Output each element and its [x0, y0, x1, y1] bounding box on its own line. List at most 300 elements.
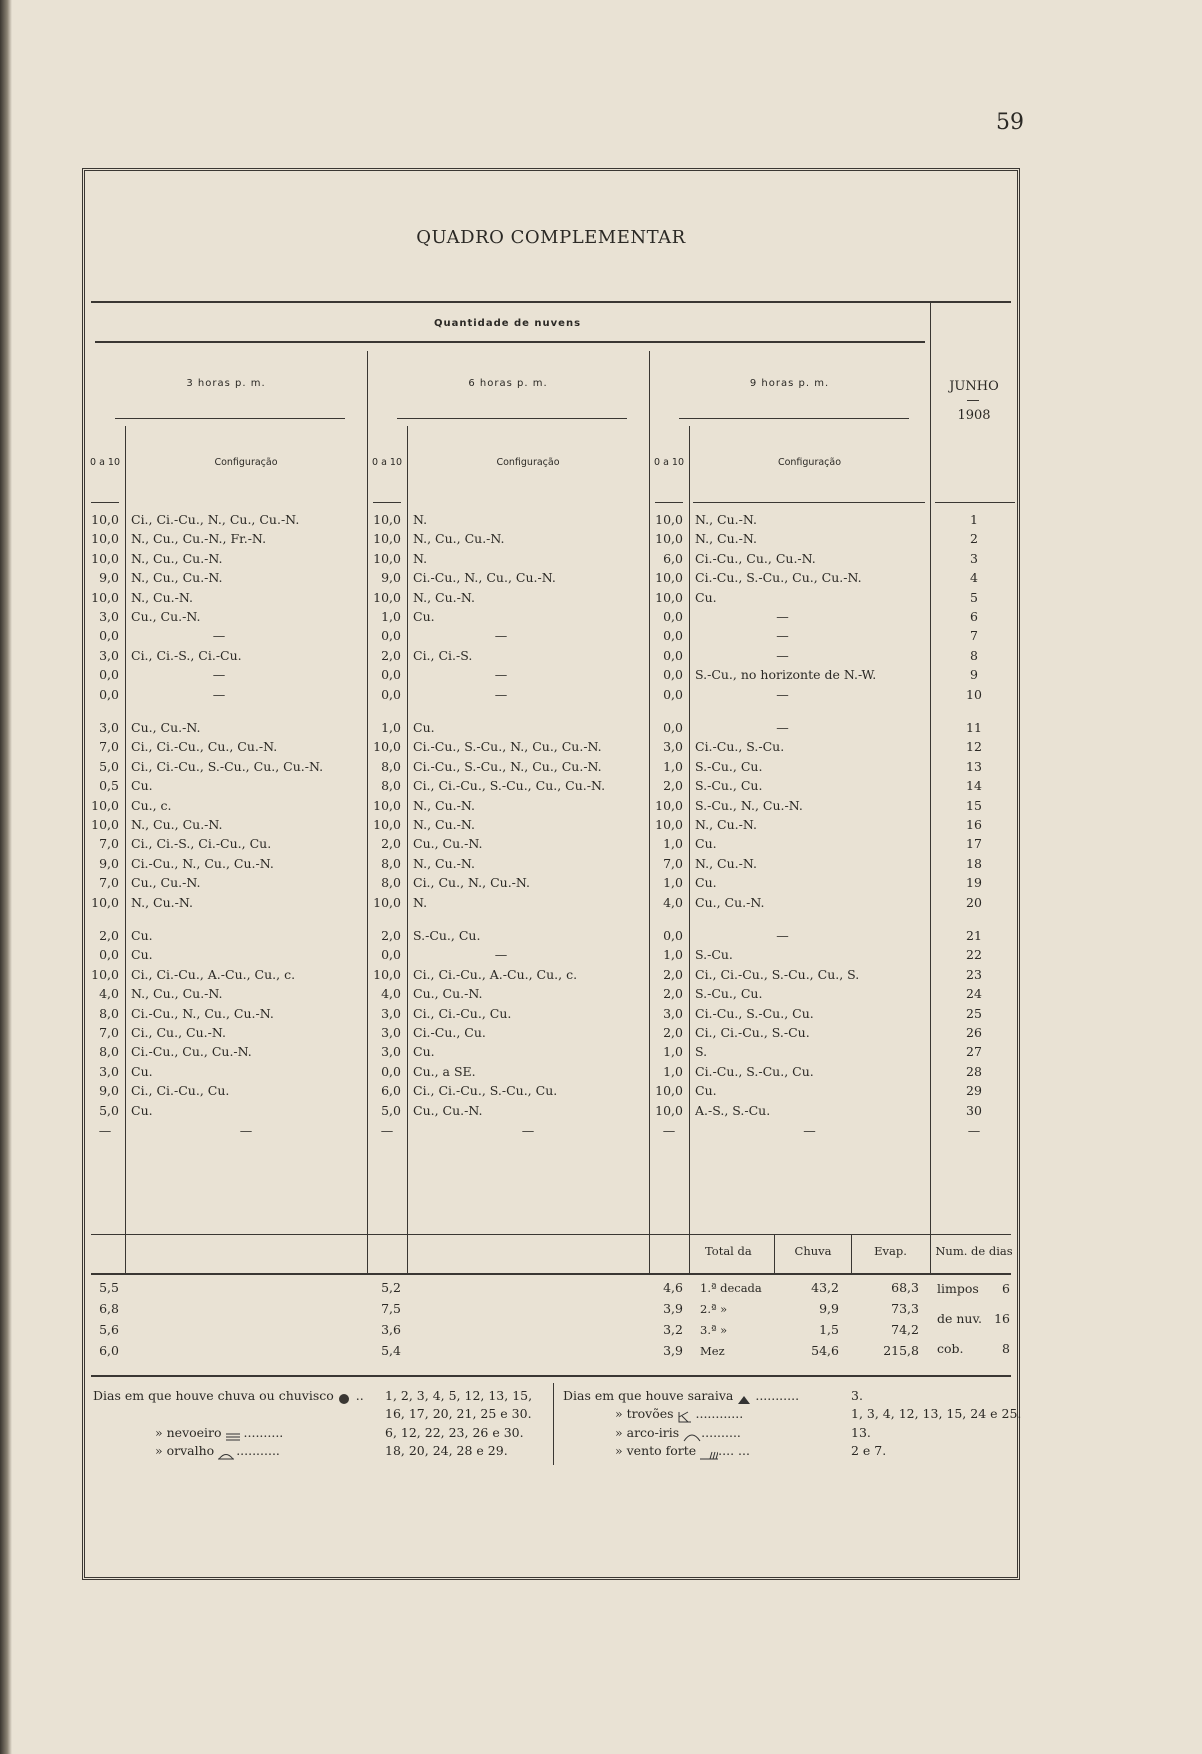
- rain-total: 43,2: [811, 1280, 839, 1295]
- cloud-amount-9pm: 10,0: [655, 589, 683, 605]
- footer-wind-label: » vento forte .... ...: [615, 1443, 750, 1458]
- day-number: 17: [966, 836, 982, 852]
- dash-cell: —: [803, 1122, 816, 1138]
- config-9pm: S.-Cu.: [695, 947, 733, 963]
- scale-header-6pm: 0 a 10: [372, 457, 402, 468]
- dash-cell: —: [967, 1122, 981, 1138]
- cloud-amount-6pm: 0,0: [381, 686, 401, 702]
- mean-6pm: 7,5: [381, 1301, 401, 1316]
- summary-rule: [91, 1234, 1011, 1235]
- cloud-amount-3pm: 8,0: [99, 1044, 119, 1060]
- config-header-6pm: Configuração: [496, 457, 560, 468]
- cloud-amount-3pm: 7,0: [99, 875, 119, 891]
- table-frame: [82, 168, 1020, 1580]
- cloud-amount-6pm: 10,0: [373, 531, 401, 547]
- cloud-amount-3pm: 3,0: [99, 1063, 119, 1079]
- dash-cell: —: [662, 1122, 676, 1138]
- limpos-value: 6: [1002, 1281, 1010, 1296]
- cloud-amount-3pm: 10,0: [91, 550, 119, 566]
- config-9pm: N., Cu.-N.: [695, 817, 757, 832]
- config-9pm: S.-Cu., Cu.: [695, 986, 763, 1002]
- config-9pm: N., Cu.-N.: [695, 512, 757, 527]
- table-row: [85, 1004, 1017, 1024]
- day-number: 1: [970, 512, 978, 527]
- config-6pm: Ci., Ci.-Cu., S.-Cu., Cu., Cu.-N.: [413, 778, 606, 794]
- evap-total: 73,3: [891, 1301, 919, 1316]
- thunder-icon: [678, 1410, 692, 1420]
- config-3pm: N., Cu., Cu.-N.: [131, 986, 223, 1002]
- footer-rain-label: Dias em que houve chuva ou chuvisco ..: [93, 1388, 364, 1403]
- day-number: 26: [966, 1025, 982, 1040]
- config-9pm: S.: [695, 1044, 708, 1060]
- mean-3pm: 5,6: [99, 1322, 119, 1337]
- cloud-amount-3pm: 10,0: [91, 589, 119, 605]
- summary-bottom-rule: [91, 1273, 1011, 1275]
- footer-rain-days-1: 1, 2, 3, 4, 5, 12, 13, 15,: [385, 1388, 533, 1403]
- cloud-amount-9pm: 1,0: [663, 1044, 683, 1060]
- header-underline-a: [91, 502, 119, 503]
- scale-header-3pm: 0 a 10: [90, 457, 120, 468]
- footer-divider: [553, 1383, 554, 1465]
- cloud-amount-3pm: 10,0: [91, 797, 119, 813]
- config-9pm: Ci.-Cu., S.-Cu., Cu.: [695, 1005, 814, 1021]
- cloud-amount-6pm: 3,0: [381, 1005, 401, 1021]
- mean-9pm: 3,9: [663, 1301, 683, 1316]
- table-row: [85, 685, 1017, 705]
- cloud-amount-3pm: 8,0: [99, 1005, 119, 1021]
- day-number: 25: [966, 1005, 982, 1021]
- config-6pm: N., Cu.-N.: [413, 855, 475, 871]
- config-3pm: Ci.-Cu., Cu., Cu.-N.: [131, 1044, 252, 1060]
- table-row: [85, 626, 1017, 646]
- cloud-amount-3pm: 3,0: [99, 720, 119, 735]
- period-header-9pm: 9 horas p. m.: [749, 378, 830, 389]
- cloud-amount-6pm: 10,0: [373, 550, 401, 566]
- cloud-amount-6pm: 10,0: [373, 589, 401, 605]
- dash-cell: —: [98, 1122, 112, 1138]
- mean-3pm: 5,5: [99, 1280, 119, 1295]
- config-6pm: N.: [413, 894, 428, 910]
- day-number: 9: [970, 667, 978, 683]
- config-3pm: N., Cu.-N.: [131, 589, 193, 605]
- cloud-amount-3pm: 10,0: [91, 512, 119, 527]
- cloud-amount-3pm: 0,5: [99, 778, 119, 794]
- table-row: [85, 757, 1017, 777]
- cloud-amount-9pm: 0,0: [663, 609, 683, 624]
- day-number: 23: [966, 966, 982, 982]
- config-6pm: Ci.-Cu., Cu.: [413, 1025, 486, 1040]
- dash-cell: —: [239, 1122, 253, 1138]
- cloud-amount-6pm: 0,0: [381, 667, 401, 683]
- dew-icon: [218, 1447, 232, 1457]
- evap-total: 68,3: [891, 1280, 919, 1295]
- cloud-amount-9pm: 0,0: [663, 720, 683, 735]
- day-number: 13: [966, 758, 982, 774]
- footer-rainbow-days: 13.: [851, 1425, 871, 1440]
- evap-total: 74,2: [891, 1322, 919, 1337]
- period-rule-3pm: [115, 418, 345, 419]
- day-number: 6: [970, 609, 978, 624]
- table-row: [85, 984, 1017, 1004]
- cloud-amount-9pm: 3,0: [663, 1005, 683, 1021]
- config-3pm: Ci.-Cu., N., Cu., Cu.-N.: [131, 1005, 274, 1021]
- cloud-amount-9pm: 6,0: [663, 550, 683, 566]
- day-number: 19: [966, 875, 982, 891]
- table-row: [85, 568, 1017, 588]
- config-3pm: —: [212, 667, 226, 683]
- cloud-amount-6pm: 1,0: [381, 609, 401, 624]
- config-9pm: —: [776, 609, 789, 624]
- cloud-amount-9pm: 0,0: [663, 667, 683, 683]
- table-row: [85, 893, 1017, 913]
- period-header-6pm: 6 horas p. m.: [468, 378, 548, 389]
- period-rule-6pm: [397, 418, 627, 419]
- config-3pm: N., Cu.-N.: [131, 894, 193, 910]
- footer-hail-days: 3.: [851, 1388, 863, 1403]
- cloud-amount-6pm: 10,0: [373, 894, 401, 910]
- cloud-amount-6pm: 8,0: [381, 758, 401, 774]
- cloud-amount-3pm: 9,0: [99, 1083, 119, 1099]
- config-3pm: —: [212, 628, 226, 644]
- cloud-amount-6pm: 10,0: [373, 797, 401, 813]
- period-label: Mez: [700, 1344, 725, 1358]
- cloud-amount-9pm: 4,0: [663, 894, 683, 910]
- cloud-amount-9pm: 2,0: [663, 986, 683, 1002]
- table-row: [85, 549, 1017, 569]
- day-number: 18: [966, 855, 982, 871]
- cloud-amount-6pm: 2,0: [381, 836, 401, 852]
- config-6pm: Ci.-Cu., S.-Cu., N., Cu., Cu.-N.: [413, 758, 602, 774]
- footer-thunder-label: » trovões ............: [615, 1406, 744, 1421]
- config-6pm: Cu., Cu.-N.: [413, 1102, 483, 1118]
- config-3pm: N., Cu., Cu.-N.: [131, 817, 223, 832]
- cloud-amount-3pm: 3,0: [99, 647, 119, 663]
- limpos-label: limpos: [937, 1281, 979, 1296]
- table-row: [85, 776, 1017, 796]
- month-year-rule: [967, 400, 979, 401]
- cloud-amount-6pm: 4,0: [381, 986, 401, 1002]
- mean-9pm: 3,9: [663, 1343, 683, 1358]
- dash-cell: —: [521, 1122, 535, 1138]
- config-3pm: Ci., Ci.-S., Ci.-Cu.: [131, 647, 242, 663]
- config-9pm: —: [776, 628, 789, 644]
- config-3pm: Cu., c.: [131, 797, 172, 813]
- dash-row: [85, 1121, 1017, 1141]
- footer-dew-days: 18, 20, 24, 28 e 29.: [385, 1443, 508, 1458]
- cloud-amount-9pm: 1,0: [663, 875, 683, 891]
- table-row: [85, 1081, 1017, 1101]
- table-row: [85, 529, 1017, 549]
- config-3pm: Ci., Ci.-Cu., A.-Cu., Cu., c.: [131, 966, 296, 982]
- config-9pm: S.-Cu., N., Cu.-N.: [695, 797, 803, 813]
- cob-value: 8: [1002, 1341, 1010, 1356]
- table-row: [85, 510, 1017, 530]
- config-3pm: Cu.: [131, 1063, 153, 1079]
- table-row: [85, 926, 1017, 946]
- cloud-amount-9pm: 3,0: [663, 739, 683, 755]
- table-row: [85, 796, 1017, 816]
- cloud-amount-9pm: 10,0: [655, 531, 683, 547]
- cloud-amount-9pm: 1,0: [663, 1063, 683, 1079]
- config-6pm: —: [494, 947, 508, 963]
- rainbow-icon: [683, 1429, 697, 1439]
- cloud-amount-6pm: 0,0: [381, 1063, 401, 1079]
- config-9pm: —: [776, 720, 789, 735]
- cloud-amount-9pm: 7,0: [663, 855, 683, 871]
- cloud-amount-3pm: 7,0: [99, 1025, 119, 1040]
- config-6pm: N.: [413, 512, 428, 527]
- dash-cell: —: [380, 1122, 394, 1138]
- config-9pm: N., Cu.-N.: [695, 855, 757, 871]
- config-6pm: —: [494, 628, 508, 644]
- config-6pm: Cu., Cu.-N.: [413, 986, 483, 1002]
- table-row: [85, 1042, 1017, 1062]
- config-6pm: Ci., Ci.-Cu., A.-Cu., Cu., c.: [413, 966, 578, 982]
- cloud-amount-3pm: 7,0: [99, 836, 119, 852]
- page-binding-edge: [0, 0, 12, 1754]
- config-6pm: N.: [413, 550, 428, 566]
- day-number: 15: [966, 797, 982, 813]
- cloud-amount-9pm: 2,0: [663, 778, 683, 794]
- cloud-amount-9pm: 10,0: [655, 797, 683, 813]
- config-9pm: —: [776, 686, 789, 702]
- title-rule: [91, 301, 1011, 303]
- config-6pm: N., Cu.-N.: [413, 817, 475, 832]
- table-row: [85, 607, 1017, 627]
- day-number: 4: [970, 570, 978, 586]
- config-6pm: N., Cu.-N.: [413, 589, 475, 605]
- config-9pm: N., Cu.-N.: [695, 531, 757, 547]
- config-9pm: Ci.-Cu., S.-Cu., Cu.: [695, 1063, 814, 1079]
- config-6pm: Ci.-Cu., S.-Cu., N., Cu., Cu.-N.: [413, 739, 602, 755]
- day-number: 24: [966, 986, 982, 1002]
- config-9pm: Ci., Ci.-Cu., S.-Cu., Cu., S.: [695, 966, 860, 982]
- day-number: 28: [966, 1063, 982, 1079]
- footer-hail-label: Dias em que houve saraiva ...........: [563, 1388, 800, 1403]
- summary-row: [85, 1341, 1017, 1361]
- period-rule-9pm: [679, 418, 909, 419]
- config-6pm: —: [494, 667, 508, 683]
- day-number: 2: [970, 531, 978, 547]
- cloud-amount-6pm: 2,0: [381, 928, 401, 943]
- config-9pm: Cu.: [695, 836, 717, 852]
- cloud-amount-3pm: 0,0: [99, 686, 119, 702]
- cloud-amount-6pm: 8,0: [381, 855, 401, 871]
- denuv-value: 16: [994, 1311, 1010, 1326]
- cloud-amount-6pm: 8,0: [381, 778, 401, 794]
- config-3pm: Ci., Ci.-Cu., S.-Cu., Cu., Cu.-N.: [131, 758, 324, 774]
- table-row: [85, 1062, 1017, 1082]
- summary-chuva-label: Chuva: [794, 1244, 832, 1258]
- table-row: [85, 815, 1017, 835]
- header-underline-b: [373, 502, 401, 503]
- table-row: [85, 854, 1017, 874]
- config-3pm: Ci.-Cu., N., Cu., Cu.-N.: [131, 855, 274, 871]
- table-row: [85, 1101, 1017, 1121]
- evap-total: 215,8: [883, 1343, 919, 1358]
- day-number: 7: [970, 628, 978, 644]
- config-9pm: Ci., Ci.-Cu., S.-Cu.: [695, 1025, 810, 1040]
- summary-row: [85, 1278, 1017, 1298]
- group-rule: [95, 341, 925, 343]
- config-6pm: Cu.: [413, 720, 435, 735]
- header-underline-d: [935, 502, 1015, 503]
- day-number: 20: [966, 894, 982, 910]
- cloud-amount-3pm: 5,0: [99, 1102, 119, 1118]
- config-9pm: —: [776, 647, 789, 663]
- config-6pm: N., Cu., Cu.-N.: [413, 531, 505, 547]
- config-3pm: Ci., Ci.-Cu., Cu., Cu.-N.: [131, 739, 278, 755]
- cloud-amount-3pm: 10,0: [91, 894, 119, 910]
- config-6pm: Ci., Ci.-Cu., Cu.: [413, 1005, 512, 1021]
- summary-divider-a: [125, 1235, 126, 1273]
- footer-rain-days-2: 16, 17, 20, 21, 25 e 30.: [385, 1406, 532, 1421]
- config-3pm: Cu.: [131, 778, 153, 794]
- config-3pm: Cu.: [131, 1102, 153, 1118]
- config-9pm: Cu., Cu.-N.: [695, 894, 765, 910]
- config-9pm: A.-S., S.-Cu.: [695, 1102, 771, 1118]
- day-number: 14: [966, 778, 982, 794]
- rain-total: 1,5: [819, 1322, 839, 1337]
- cloud-amount-6pm: 10,0: [373, 817, 401, 832]
- table-row: [85, 737, 1017, 757]
- table-row: [85, 834, 1017, 854]
- cloud-amount-9pm: 0,0: [663, 628, 683, 644]
- summary-total-label: Total da: [705, 1244, 752, 1258]
- day-number: 30: [966, 1102, 982, 1118]
- denuv-label: de nuv.: [937, 1311, 983, 1326]
- day-number: 29: [966, 1083, 982, 1099]
- cloud-amount-6pm: 0,0: [381, 947, 401, 963]
- month-label: JUNHO: [949, 379, 999, 394]
- config-6pm: S.-Cu., Cu.: [413, 928, 481, 943]
- cloud-amount-9pm: 10,0: [655, 1102, 683, 1118]
- summary-ndias-label: Num. de dias: [935, 1244, 1013, 1258]
- rain-dot-icon: [338, 1392, 352, 1402]
- config-3pm: Cu.: [131, 928, 153, 943]
- cloud-amount-3pm: 0,0: [99, 667, 119, 683]
- day-number: 5: [970, 589, 978, 605]
- cloud-amount-9pm: 10,0: [655, 570, 683, 586]
- cloud-amount-6pm: 10,0: [373, 739, 401, 755]
- config-6pm: Ci., Ci.-Cu., S.-Cu., Cu.: [413, 1083, 558, 1099]
- cloud-amount-9pm: 10,0: [655, 817, 683, 832]
- config-3pm: —: [212, 686, 226, 702]
- cloud-amount-6pm: 10,0: [373, 966, 401, 982]
- cob-label: cob.: [937, 1341, 964, 1356]
- config-6pm: Cu., Cu.-N.: [413, 836, 483, 852]
- cloud-amount-3pm: 9,0: [99, 570, 119, 586]
- cloud-amount-6pm: 5,0: [381, 1102, 401, 1118]
- mean-6pm: 5,4: [381, 1343, 401, 1358]
- header-underline-c: [655, 502, 683, 503]
- mean-9pm: 4,6: [663, 1280, 683, 1295]
- cloud-amount-3pm: 10,0: [91, 817, 119, 832]
- period-label: 2.ª »: [700, 1302, 728, 1316]
- config-3pm: Cu., Cu.-N.: [131, 720, 201, 735]
- mean-6pm: 3,6: [381, 1322, 401, 1337]
- cloud-amount-3pm: 5,0: [99, 758, 119, 774]
- config-6pm: Ci., Ci.-S.: [413, 647, 473, 663]
- cloud-quantity-header: Quantidade de nuvens: [433, 318, 582, 329]
- cloud-amount-3pm: 10,0: [91, 531, 119, 547]
- config-9pm: S.-Cu., Cu.: [695, 758, 763, 774]
- mean-3pm: 6,0: [99, 1343, 119, 1358]
- cloud-amount-6pm: 8,0: [381, 875, 401, 891]
- day-number: 3: [970, 550, 978, 566]
- config-9pm: Ci.-Cu., Cu., Cu.-N.: [695, 550, 816, 566]
- cloud-amount-6pm: 2,0: [381, 647, 401, 663]
- header-underline-cc: [693, 502, 925, 503]
- cloud-amount-9pm: 0,0: [663, 647, 683, 663]
- summary-row: [85, 1320, 1017, 1340]
- config-3pm: Cu.: [131, 947, 153, 963]
- config-6pm: N., Cu.-N.: [413, 797, 475, 813]
- mean-9pm: 3,2: [663, 1322, 683, 1337]
- config-3pm: Ci., Ci.-Cu., N., Cu., Cu.-N.: [131, 512, 300, 527]
- cloud-amount-6pm: 10,0: [373, 512, 401, 527]
- day-number: 10: [966, 686, 982, 702]
- cloud-amount-9pm: 2,0: [663, 1025, 683, 1040]
- footer-wind-days: 2 e 7.: [851, 1443, 887, 1458]
- config-9pm: Cu.: [695, 875, 717, 891]
- cloud-amount-9pm: 0,0: [663, 928, 683, 943]
- strong-wind-icon: [700, 1447, 714, 1457]
- footer-thunder-days: 1, 3, 4, 12, 13, 15, 24 e 25.: [851, 1406, 1022, 1421]
- cloud-amount-3pm: 3,0: [99, 609, 119, 624]
- config-9pm: Cu.: [695, 1083, 717, 1099]
- period-label: 3.ª »: [700, 1323, 728, 1337]
- year-label: 1908: [957, 408, 991, 423]
- day-number: 22: [966, 947, 982, 963]
- cloud-amount-6pm: 0,0: [381, 628, 401, 644]
- cloud-amount-9pm: 1,0: [663, 758, 683, 774]
- footer-rainbow-label: » arco-iris ..........: [615, 1425, 741, 1440]
- cloud-amount-3pm: 9,0: [99, 855, 119, 871]
- cloud-amount-9pm: 1,0: [663, 947, 683, 963]
- cloud-amount-9pm: 10,0: [655, 1083, 683, 1099]
- config-9pm: Ci.-Cu., S.-Cu.: [695, 739, 785, 755]
- config-6pm: —: [494, 686, 508, 702]
- config-header-9pm: Configuração: [777, 457, 842, 468]
- day-number: 11: [966, 720, 982, 735]
- config-3pm: N., Cu., Cu.-N.: [131, 550, 223, 566]
- day-number: 8: [970, 647, 978, 663]
- rain-total: 9,9: [819, 1301, 839, 1316]
- cloud-amount-3pm: 4,0: [99, 986, 119, 1002]
- config-header-3pm: Configuração: [214, 457, 278, 468]
- config-3pm: N., Cu., Cu.-N.: [131, 570, 223, 586]
- table-row: [85, 665, 1017, 685]
- cloud-amount-6pm: 6,0: [381, 1083, 401, 1099]
- cloud-amount-6pm: 3,0: [381, 1044, 401, 1060]
- table-row: [85, 646, 1017, 666]
- config-3pm: Ci., Ci.-Cu., Cu.: [131, 1083, 230, 1099]
- cloud-amount-3pm: 0,0: [99, 947, 119, 963]
- cloud-amount-3pm: 7,0: [99, 739, 119, 755]
- day-number: 21: [966, 928, 982, 943]
- cloud-amount-6pm: 1,0: [381, 720, 401, 735]
- cloud-amount-3pm: 2,0: [99, 928, 119, 943]
- footer-fog-days: 6, 12, 22, 23, 26 e 30.: [385, 1425, 524, 1440]
- day-number: 12: [966, 739, 982, 755]
- rain-total: 54,6: [811, 1343, 839, 1358]
- cloud-amount-9pm: 2,0: [663, 966, 683, 982]
- cloud-amount-9pm: 10,0: [655, 512, 683, 527]
- config-6pm: Cu., a SE.: [413, 1063, 476, 1079]
- config-9pm: S.-Cu., Cu.: [695, 778, 763, 794]
- scale-header-9pm: 0 a 10: [654, 457, 684, 468]
